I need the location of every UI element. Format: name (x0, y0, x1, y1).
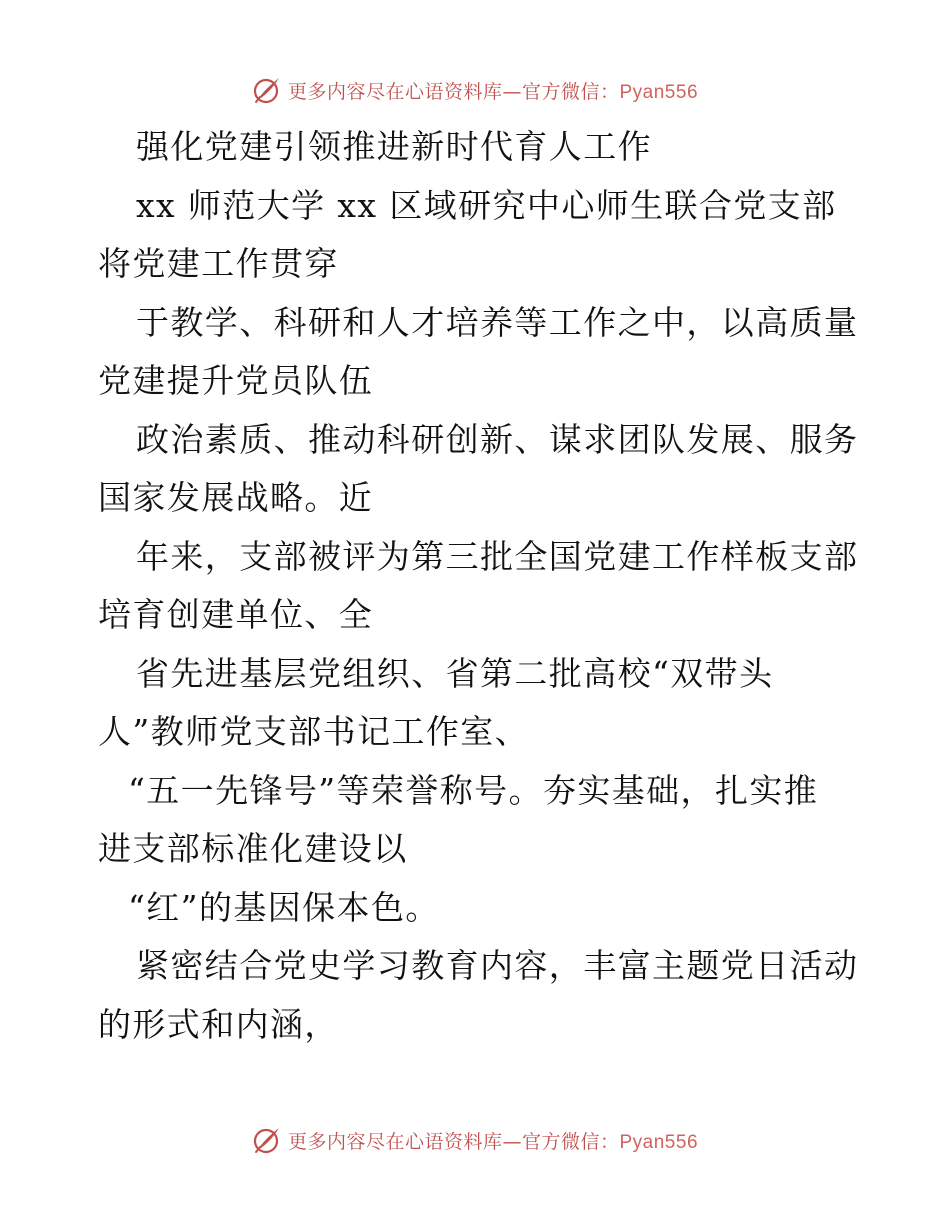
paragraph-line: 政治素质、推动科研创新、谋求团队发展、服务 (136, 419, 859, 459)
document-title: 强化党建引领推进新时代育人工作 (136, 127, 652, 166)
paragraph-line: 年来，支部被评为第三批全国党建工作样板支部 (136, 536, 859, 576)
header-banner-wechat-id: Pyan556 (619, 81, 699, 103)
paragraph-line: 的形式和内涵， (98, 1004, 339, 1044)
footer-banner-separator: — (502, 1130, 522, 1153)
paragraph-line: 国家发展战略。近 (98, 478, 374, 517)
feather-pen-logo-icon (252, 1125, 282, 1155)
footer-banner-text (288, 1127, 698, 1154)
paragraph-line: 进支部标准化建设以 (98, 829, 408, 868)
paragraph-line: “五一先锋号”等荣誉称号。夯实基础，扎实推 (128, 770, 819, 810)
paragraph-line: 紧密结合党史学习教育内容，丰富主题党日活动 (136, 946, 859, 985)
footer-banner-wechat-label: 官方微信： (521, 1130, 620, 1153)
paragraph-line: 人”教师党支部书记工作室、 (98, 712, 530, 751)
paragraph-line: xx 师范大学 xx 区域研究中心师生联合党支部 (136, 185, 837, 225)
header-banner-separator: — (502, 80, 522, 103)
header-banner (0, 70, 950, 110)
paragraph-line: 将党建工作贯穿 (98, 244, 339, 283)
footer-banner-wechat-id: Pyan556 (619, 1131, 699, 1153)
paragraph-line: 于教学、科研和人才培养等工作之中，以高质量 (136, 302, 859, 342)
footer-banner-slogan: 更多内容尽在心语资料库 (287, 1130, 503, 1153)
header-banner-slogan: 更多内容尽在心语资料库 (287, 80, 503, 103)
paragraph-line: 党建提升党员队伍 (98, 361, 374, 400)
paragraph-line: 培育创建单位、全 (98, 595, 374, 634)
paragraph-line: “红”的基因保本色。 (128, 887, 440, 927)
feather-pen-logo-icon (252, 75, 282, 105)
document-body (98, 118, 858, 1054)
footer-banner (0, 1120, 950, 1160)
header-banner-wechat-label: 官方微信： (521, 80, 620, 103)
paragraph-line: 省先进基层党组织、省第二批高校“双带头 (136, 653, 774, 693)
header-banner-text (288, 77, 698, 104)
